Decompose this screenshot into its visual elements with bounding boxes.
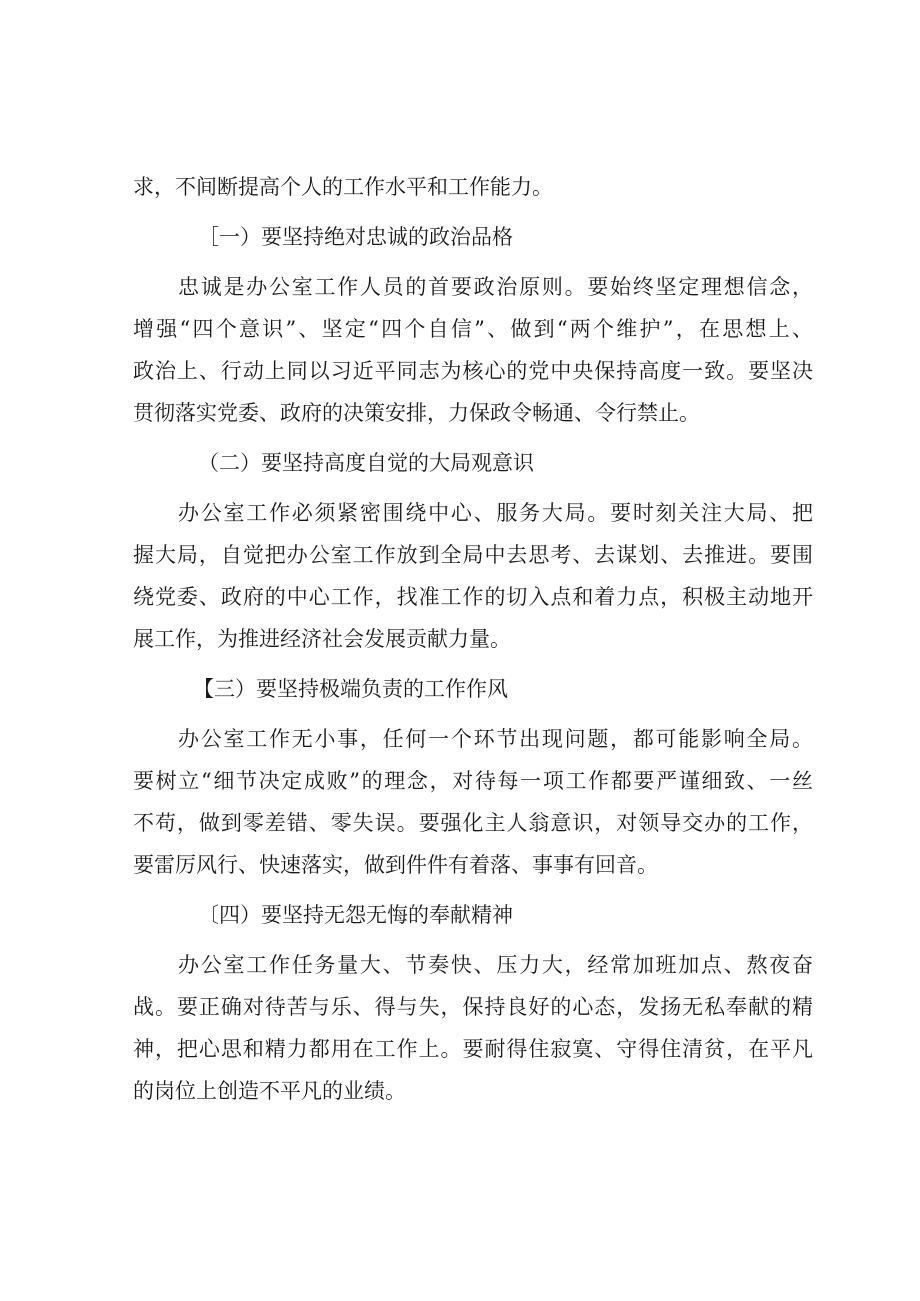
paragraph-line: 要雷厉风行、快速落实，做到件件有着落、事事有回音。 <box>133 853 658 877</box>
paragraph-line: 不苟，做到零差错、零失误。要强化主人翁意识，对领导交办的工作， <box>133 811 813 835</box>
paragraph-line: 绕党委、政府的中心工作，找准工作的切入点和着力点，积极主动地开 <box>133 585 813 609</box>
section-heading-2: （二）要坚持高度自觉的大局观意识 <box>198 451 534 475</box>
paragraph-line: 的岗位上创造不平凡的业绩。 <box>133 1079 406 1103</box>
paragraph-line: 办公室工作任务量大、节奏快、压力大，经常加班加点、熬夜奋 <box>178 953 813 977</box>
paragraph-line: 要树立“细节决定成败”的理念，对待每一项工作都要严谨细致、一丝 <box>133 769 813 793</box>
section-heading-1: ［一）要坚持绝对忠诚的政治品格 <box>198 225 513 249</box>
continuation-line: 求，不间断提高个人的工作水平和工作能力。 <box>133 175 553 199</box>
paragraph-line: 战。要正确对待苦与乐、得与失，保持良好的心态，发扬无私奉献的精 <box>133 995 813 1019</box>
paragraph-line: 办公室工作必须紧密围绕中心、服务大局。要时刻关注大局、把 <box>178 501 813 525</box>
paragraph-line: 办公室工作无小事，任何一个环节出现问题，都可能影响全局。 <box>178 727 813 751</box>
section-heading-3: 【三）要坚持极端负责的工作作风 <box>193 677 508 701</box>
paragraph-line: 增强“四个意识”、坚定“四个自信”、做到“两个维护”，在思想上、 <box>133 317 813 341</box>
section-heading-4: 〔四）要坚持无怨无悔的奉献精神 <box>198 903 513 927</box>
paragraph-line: 握大局，自觉把办公室工作放到全局中去思考、去谋划、去推进。要围 <box>133 543 813 567</box>
paragraph-line: 贯彻落实党委、政府的决策安排，力保政令畅通、令行禁止。 <box>133 401 700 425</box>
paragraph-line: 展工作，为推进经济社会发展贡献力量。 <box>133 627 511 651</box>
paragraph-line: 神，把心思和精力都用在工作上。要耐得住寂寞、守得住清贫，在平凡 <box>133 1037 813 1061</box>
paragraph-line: 政治上、行动上同以习近平同志为核心的党中央保持高度一致。要坚决 <box>133 359 813 383</box>
paragraph-line: 忠诚是办公室工作人员的首要政治原则。要始终坚定理想信念， <box>178 275 813 299</box>
